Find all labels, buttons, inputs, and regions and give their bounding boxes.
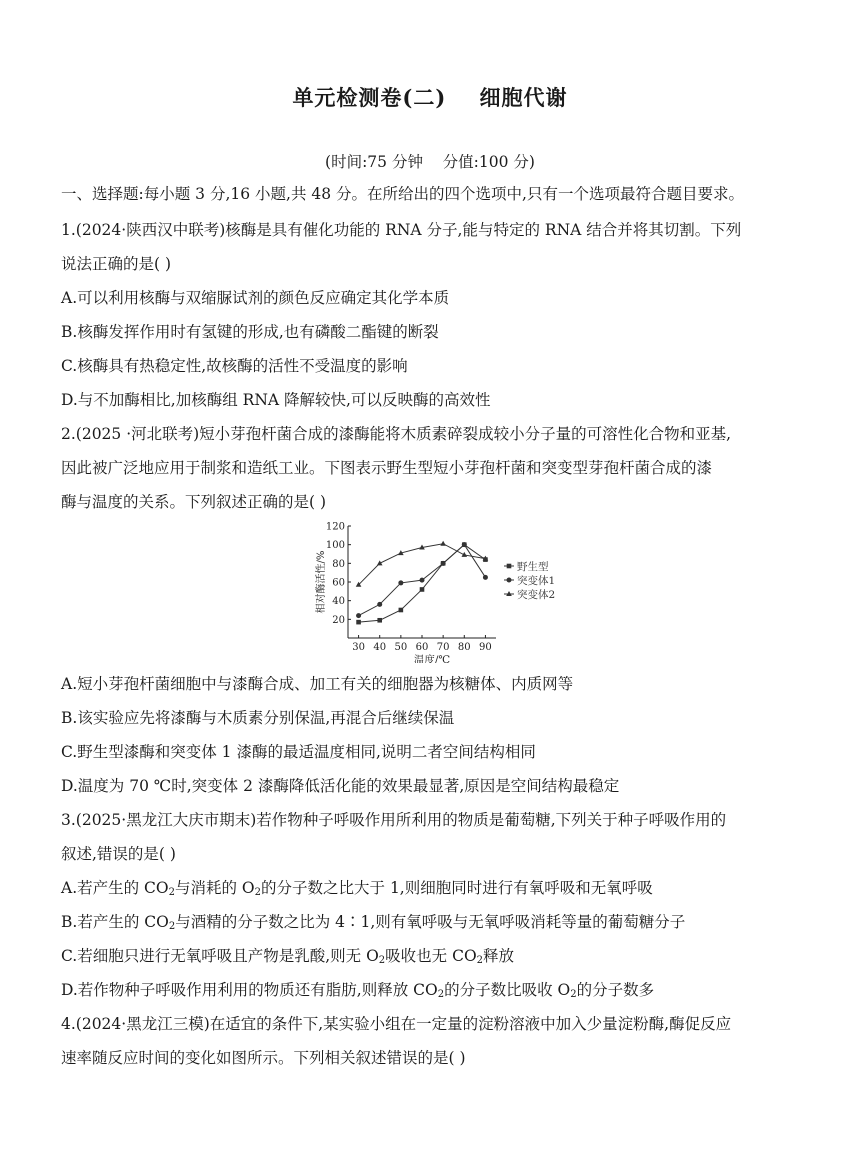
q3-option-d: D.若作物种子呼吸作用利用的物质还有脂肪,则释放 $CO_2$的分子数比吸收 $O_2$的分子数多	[61, 981, 655, 1000]
q3-option-a: A.若产生的 $CO_2$与消耗的 $O_2$的分子数之比大于 1,则细胞同时进行有氧呼吸和无氧呼吸	[61, 879, 653, 898]
legend-label: 突变体2	[517, 589, 556, 601]
y-tick-label: 100	[325, 540, 345, 552]
x-axis-title: 温度/℃	[413, 654, 451, 663]
data-point	[398, 580, 403, 585]
q2-stem-line-3: 酶与温度的关系。下列叙述正确的是( )	[61, 493, 327, 511]
exam-meta: (时间:75 分钟 分值:100 分)	[325, 153, 535, 171]
chart-svg	[300, 518, 570, 663]
y-axis-title: 相对酶活性/%	[316, 550, 327, 614]
section-heading: 一、选择题:每小题 3 分,16 小题,共 48 分。在所给出的四个选项中,只有一个选项最符合题目要求。	[61, 185, 744, 203]
q3-option-b: B.若产生的 $CO_2$与酒精的分子数之比为 4∶1,则有氧呼吸与无氧呼吸消耗等量的葡萄糖分子	[61, 913, 686, 932]
enzyme-activity-chart	[300, 518, 570, 663]
x-tick-label: 80	[457, 642, 471, 653]
q2-option-a: A.短小芽孢杆菌细胞中与漆酶合成、加工有关的细胞器为核糖体、内质网等	[61, 675, 574, 693]
x-tick-label: 70	[436, 642, 450, 653]
q4-stem-line-2: 速率随反应时间的变化如图所示。下列相关叙述错误的是( )	[61, 1049, 466, 1067]
q2-option-c: C.野生型漆酶和突变体 1 漆酶的最适温度相同,说明二者空间结构相同	[61, 743, 536, 761]
q3-stem-line-1: 3.(2025·黑龙江大庆市期末)若作物种子呼吸作用所利用的物质是葡萄糖,下列关于种子呼吸作用的	[61, 811, 727, 829]
data-point	[356, 613, 361, 618]
q4-stem-line-1: 4.(2024·黑龙江三模)在适宜的条件下,某实验小组在一定量的淀粉溶液中加入少量淀粉酶,酶促反应	[61, 1015, 732, 1033]
data-point	[483, 575, 488, 580]
q3-stem-line-2: 叙述,错误的是( )	[61, 845, 176, 863]
x-tick-label: 90	[479, 642, 492, 653]
data-point	[440, 541, 446, 546]
data-point	[399, 608, 404, 613]
q1-option-a: A.可以利用核酶与双缩脲试剂的颜色反应确定其化学本质	[61, 289, 450, 307]
y-tick-label: 20	[332, 614, 345, 626]
legend-marker	[507, 564, 512, 569]
y-tick-label: 60	[332, 577, 345, 589]
legend-label: 野生型	[517, 561, 549, 573]
x-tick-label: 60	[415, 642, 429, 653]
y-tick-label: 40	[332, 596, 345, 608]
q1-option-d: D.与不加酶相比,加核酶组 RNA 降解较快,可以反映酶的高效性	[61, 391, 491, 409]
data-point	[420, 587, 425, 592]
y-tick-label: 120	[325, 521, 345, 533]
q1-option-c: C.核酶具有热稳定性,故核酶的活性不受温度的影响	[61, 357, 408, 375]
legend-marker	[507, 578, 512, 583]
page-title: 单元检测卷(二) 细胞代谢	[292, 85, 568, 110]
data-point	[377, 602, 382, 607]
q2-stem-line-1: 2.(2025 ·河北联考)短小芽孢杆菌合成的漆酶能将木质素碎裂成较小分子量的可溶性化合物和亚基,	[61, 425, 732, 443]
q1-stem-line-1: 1.(2024·陕西汉中联考)核酶是具有催化功能的 RNA 分子,能与特定的 RNA 结合并将其切割。下列	[61, 221, 742, 239]
data-point	[356, 620, 361, 625]
y-tick-label: 80	[332, 558, 345, 570]
x-tick-label: 40	[373, 642, 387, 653]
q2-option-d: D.温度为 70 ℃时,突变体 2 漆酶降低活化能的效果最显著,原因是空间结构最稳定	[61, 777, 620, 795]
q3-option-c: C.若细胞只进行无氧呼吸且产物是乳酸,则无 $O_2$吸收也无 $CO_2$释放	[61, 947, 515, 966]
data-point	[377, 618, 382, 623]
legend-label: 突变体1	[517, 575, 556, 587]
data-point	[441, 561, 446, 566]
x-tick-label: 50	[394, 642, 408, 653]
q1-stem-line-2: 说法正确的是( )	[61, 255, 172, 273]
q1-option-b: B.核酶发挥作用时有氢键的形成,也有磷酸二酯键的断裂	[61, 323, 439, 341]
data-point	[462, 542, 467, 547]
x-tick-label: 30	[352, 642, 365, 653]
q2-option-b: B.该实验应先将漆酶与木质素分别保温,再混合后继续保温	[61, 709, 455, 727]
data-point	[420, 578, 425, 583]
q2-stem-line-2: 因此被广泛地应用于制浆和造纸工业。下图表示野生型短小芽孢杆菌和突变型芽孢杆菌合成的漆	[61, 459, 713, 477]
